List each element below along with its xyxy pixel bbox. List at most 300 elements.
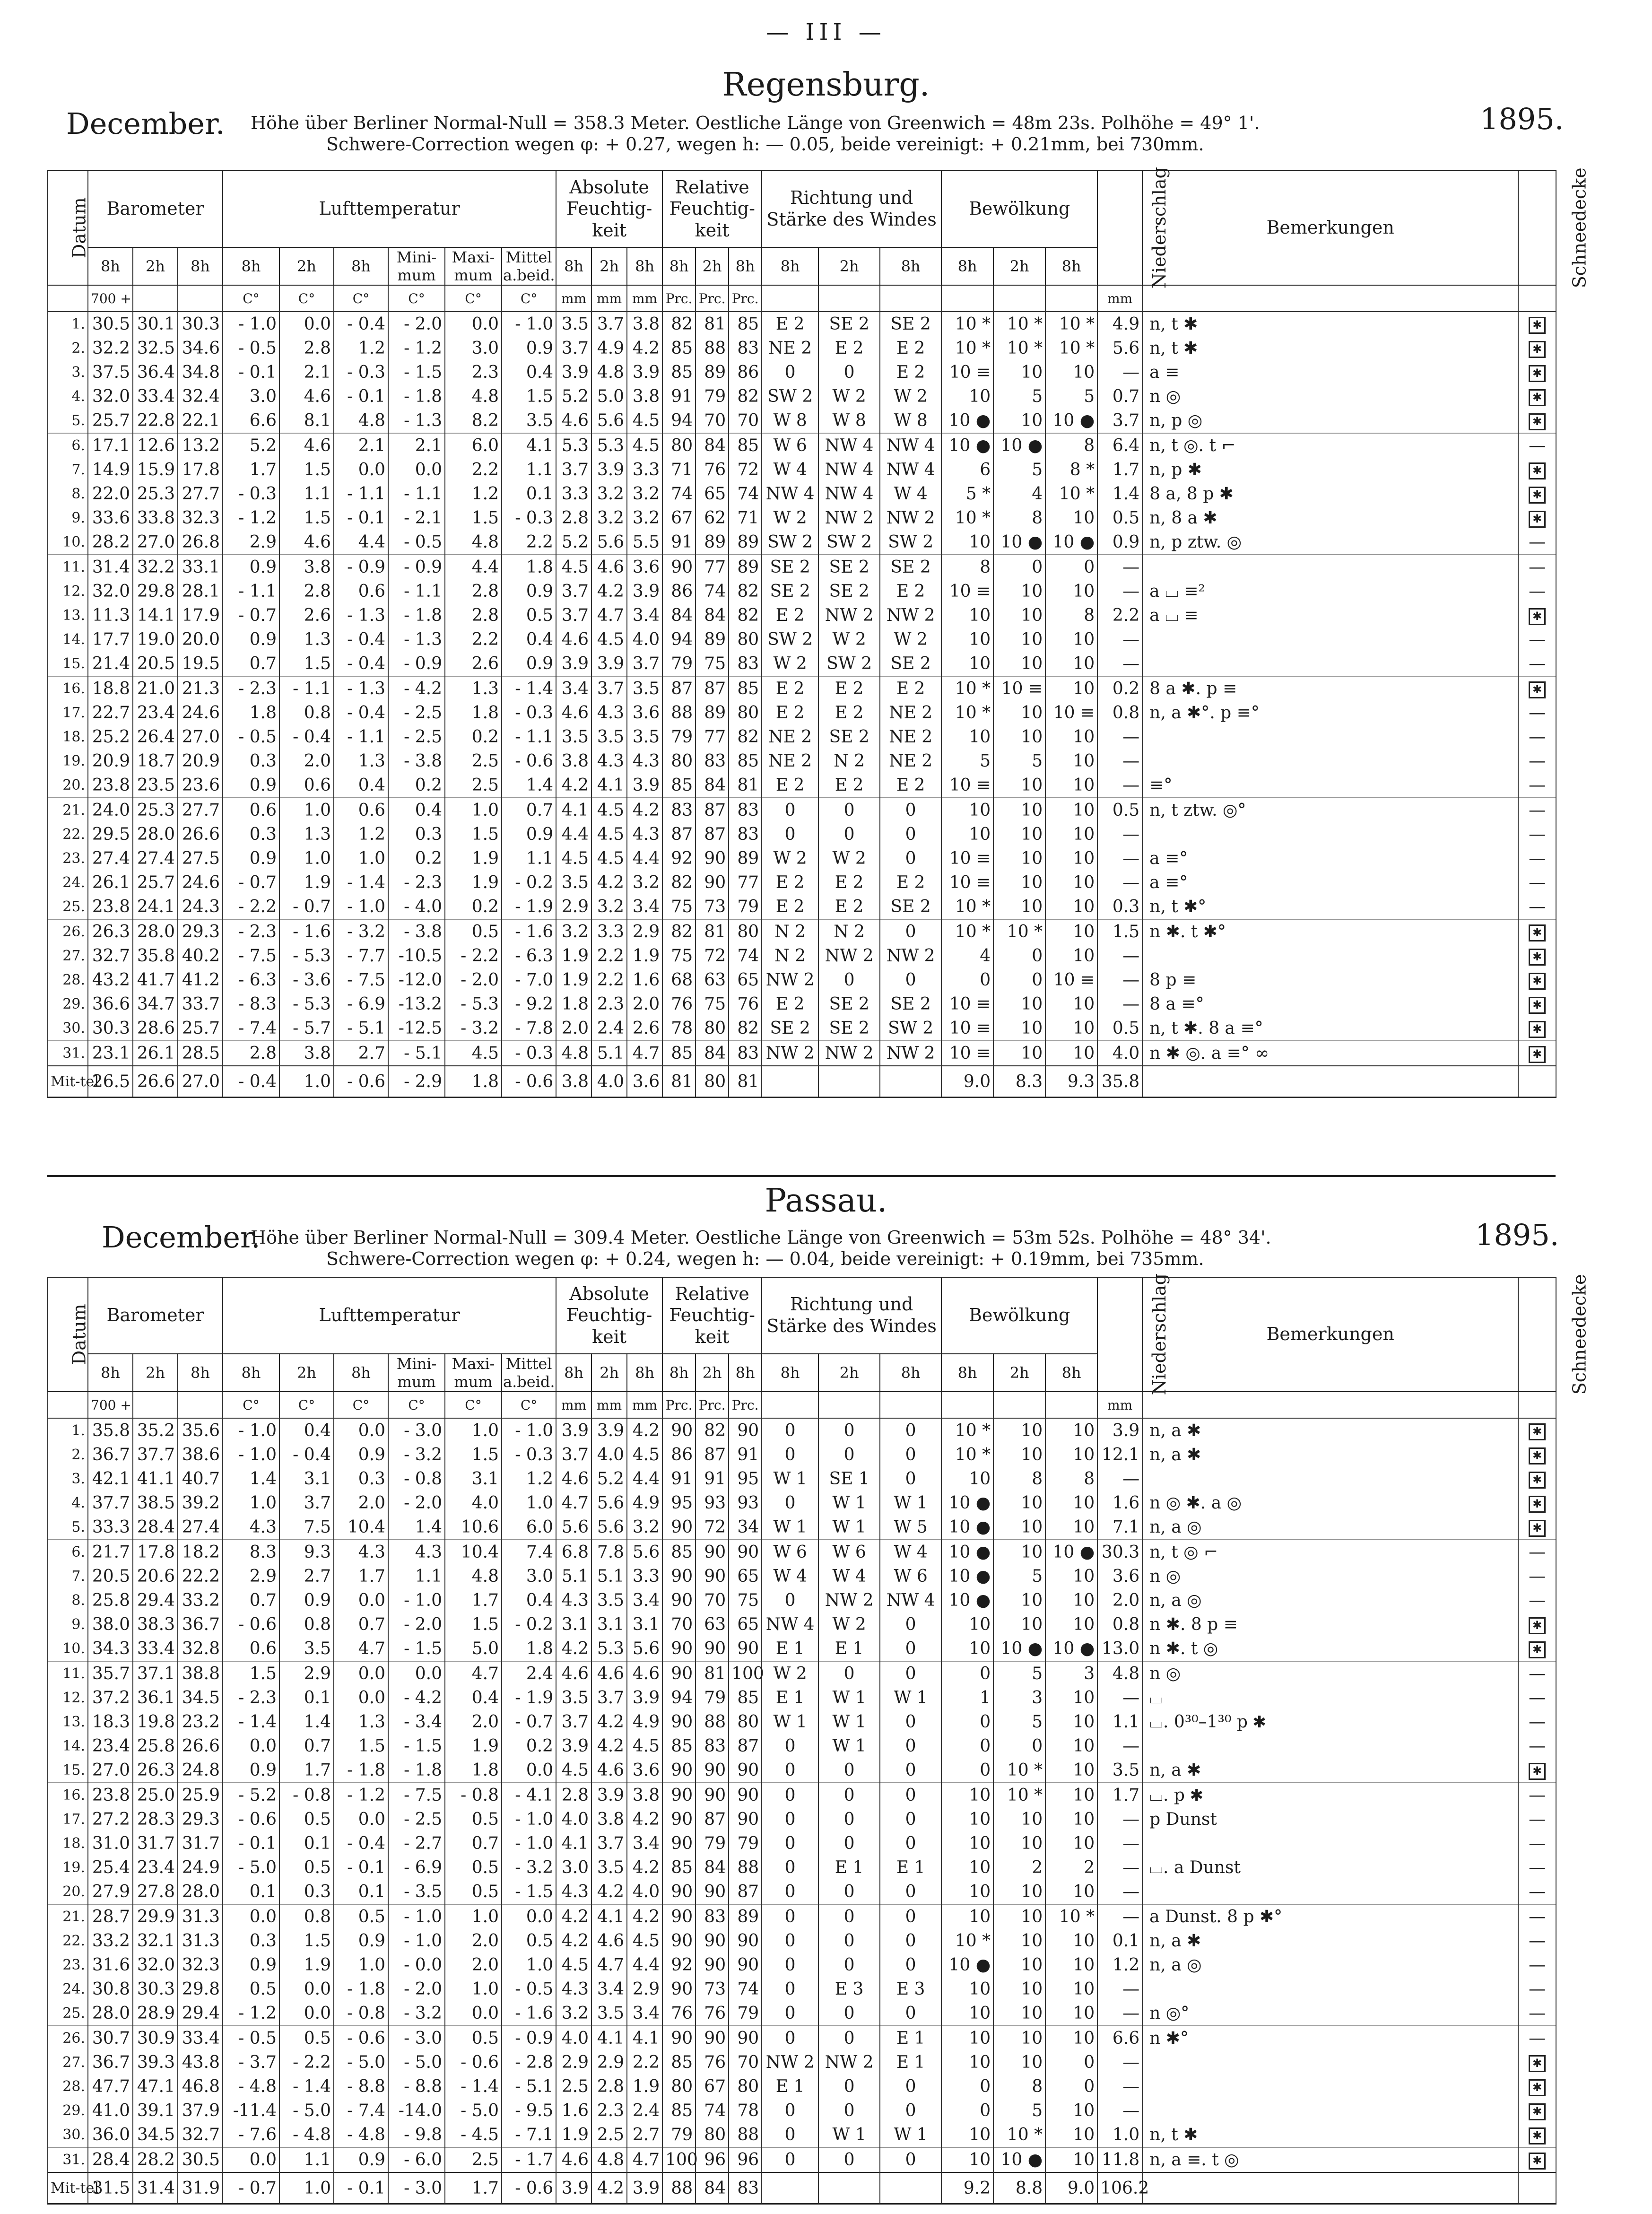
table-cell: 4.2: [591, 1710, 627, 1734]
table-cell: 4.5: [627, 1443, 662, 1467]
table-cell: 35.2: [133, 1418, 178, 1443]
table-cell: 86: [662, 579, 696, 603]
table-cell: 2.9: [627, 919, 662, 944]
table-cell: 10: [1045, 992, 1097, 1016]
table-cell: 15.9: [133, 458, 178, 482]
table-cell: 4.6: [591, 1661, 627, 1686]
table-cell: 2.5: [445, 749, 502, 773]
table-cell: 19.8: [133, 1710, 178, 1734]
table-cell: - 5.0: [388, 2050, 445, 2075]
table-cell: 72: [696, 1515, 729, 1540]
table-cell: 4.2: [591, 871, 627, 895]
table-cell: ⌴. a Dunst: [1142, 1856, 1518, 1880]
table-cell: 3.7: [556, 458, 591, 482]
table-cell: 0: [1045, 2050, 1097, 2075]
table-cell: N 2: [818, 919, 880, 944]
table-cell: 0: [880, 1783, 941, 1807]
table-cell: 1.1: [1097, 1710, 1142, 1734]
table-cell: 5.0: [445, 1637, 502, 1661]
table-cell: 4.2: [627, 1418, 662, 1443]
table-cell: W 4: [762, 1564, 818, 1588]
table-cell: n, a ✱: [1142, 1758, 1518, 1783]
table-cell: - 0.4: [334, 1831, 388, 1856]
table-cell: —: [1097, 1686, 1142, 1710]
table-cell: 5: [941, 749, 993, 773]
table-cell: —: [1097, 579, 1142, 603]
table-cell: n, t ◎. t ⌐: [1142, 433, 1518, 458]
table-cell: 10: [1045, 1041, 1097, 1066]
table-cell: 83: [696, 1904, 729, 1929]
table-cell: E 2: [762, 773, 818, 798]
table-cell: 3.5: [591, 1588, 627, 1613]
table-cell: 1.9: [556, 944, 591, 968]
table-cell: 6.6: [1097, 2026, 1142, 2050]
table-cell: 32.0: [88, 579, 133, 603]
table-cell: 79: [662, 725, 696, 749]
table-cell: 10 ●: [1045, 530, 1097, 555]
table-cell: 73: [696, 895, 729, 919]
table-cell: 90: [696, 846, 729, 871]
table-cell: 85: [662, 360, 696, 384]
table-cell: 90: [696, 1637, 729, 1661]
table-cell: 14.: [48, 628, 88, 652]
table-row: [48, 1041, 1556, 1066]
subheader-h8b: 8h: [334, 1354, 388, 1392]
table-cell: 4.1: [591, 2026, 627, 2050]
table-cell: 1.9: [556, 2123, 591, 2147]
table-cell: 3.5: [627, 676, 662, 701]
table-cell: 26.6: [178, 1734, 223, 1758]
table-cell: 23.: [48, 846, 88, 871]
table-cell: 28.2: [133, 2147, 178, 2172]
header-lufttemperatur: Lufttemperatur: [223, 171, 556, 247]
mittel-cell: [1142, 1066, 1518, 1098]
unit-cell: C°: [223, 285, 279, 312]
table-cell: 1.9: [445, 871, 502, 895]
table-cell: 10: [941, 725, 993, 749]
table-cell: 0: [880, 1661, 941, 1686]
table-cell: 17.7: [88, 628, 133, 652]
table-cell: 79: [729, 895, 762, 919]
table-cell: 90: [662, 1710, 696, 1734]
table-cell: 4.3: [556, 1880, 591, 1904]
table-cell: 4.4: [627, 1953, 662, 1977]
table-cell: - 0.6: [223, 1613, 279, 1637]
table-cell: 10: [941, 2001, 993, 2026]
table-cell: E 2: [818, 336, 880, 360]
table-cell: 13.: [48, 603, 88, 628]
table-cell: E 2: [818, 773, 880, 798]
table-cell: 1.6: [556, 2099, 591, 2123]
table-cell: —: [1518, 652, 1556, 676]
table-cell: - 4.8: [223, 2075, 279, 2099]
table-cell: 42.1: [88, 1467, 133, 1491]
table-cell: 23.4: [133, 701, 178, 725]
table-cell: 0: [762, 1418, 818, 1443]
table-cell: E 3: [880, 1977, 941, 2001]
table-cell: 32.5: [133, 336, 178, 360]
table-cell: W 1: [880, 1686, 941, 1710]
table-cell: - 9.8: [388, 2123, 445, 2147]
table-cell: SE 1: [818, 1467, 880, 1491]
table-cell: 3.9: [627, 360, 662, 384]
table-cell: NW 2: [762, 1041, 818, 1066]
table-cell: 20.: [48, 1880, 88, 1904]
snow-cover-icon: ✱: [1529, 1496, 1546, 1513]
table-cell: —: [1518, 2026, 1556, 2050]
table-cell: W 2: [818, 384, 880, 409]
table-cell: 87: [696, 1807, 729, 1831]
table-cell: 4.3: [591, 749, 627, 773]
table-cell: 3.2: [627, 1515, 662, 1540]
table-cell: 38.8: [178, 1661, 223, 1686]
table-cell: 32.4: [178, 384, 223, 409]
table-cell: 34.3: [88, 1637, 133, 1661]
table-cell: 31.4: [88, 555, 133, 579]
table-cell: - 7.0: [502, 968, 556, 992]
table-cell: 0: [762, 2147, 818, 2172]
table-cell: 27.4: [133, 846, 178, 871]
table-cell: 10: [1045, 1515, 1097, 1540]
table-cell: 4.8: [591, 360, 627, 384]
table-cell: 10: [1045, 676, 1097, 701]
table-cell: 65: [696, 482, 729, 506]
table-cell: 25.8: [133, 1734, 178, 1758]
table-cell: 43.2: [88, 968, 133, 992]
table-cell: 31.: [48, 2147, 88, 2172]
table-cell: 22.8: [133, 409, 178, 433]
table-cell: 27.4: [178, 1515, 223, 1540]
table-cell: 4.0: [627, 628, 662, 652]
table-cell: 10: [1045, 1977, 1097, 2001]
header-schneedecke: [1518, 167, 1590, 288]
table-cell: 41.0: [88, 2099, 133, 2123]
subheader-h2: 2h: [591, 1354, 627, 1392]
table-cell: 0: [880, 1637, 941, 1661]
table-cell: 18.7: [133, 749, 178, 773]
table-cell: - 5.1: [334, 1016, 388, 1041]
table-cell: 85: [662, 336, 696, 360]
subheader-h8b: 8h: [1045, 247, 1097, 285]
table-cell: [1518, 360, 1556, 384]
table-cell: 4.2: [556, 1904, 591, 1929]
table-cell: 25.4: [88, 1856, 133, 1880]
table-cell: n ✱. t ✱°: [1142, 919, 1518, 944]
table-cell: - 0.1: [334, 1856, 388, 1880]
table-cell: E 2: [762, 603, 818, 628]
table-cell: 10 ●: [941, 433, 993, 458]
table-cell: 10 ≡: [993, 676, 1045, 701]
table-cell: 0.3: [1097, 895, 1142, 919]
table-cell: 4.5: [556, 846, 591, 871]
table-cell: 3.6: [1097, 1564, 1142, 1588]
subheader-h2: 2h: [818, 247, 880, 285]
table-cell: - 7.5: [223, 944, 279, 968]
table-cell: 0.0: [279, 1977, 334, 2001]
unit-cell: C°: [334, 1392, 388, 1418]
table-cell: 10: [1045, 749, 1097, 773]
table-cell: 2.9: [223, 530, 279, 555]
table-cell: E 2: [762, 312, 818, 336]
table-cell: 3.3: [627, 1564, 662, 1588]
table-cell: 34.6: [178, 336, 223, 360]
table-cell: [1518, 1491, 1556, 1515]
table-cell: 100: [662, 2147, 696, 2172]
table-cell: 90: [662, 2026, 696, 2050]
table-cell: 4.1: [502, 433, 556, 458]
table-cell: 10: [993, 360, 1045, 384]
table-cell: 10: [1045, 2123, 1097, 2147]
table-cell: 23.8: [88, 773, 133, 798]
table-cell: 3.5: [1097, 1758, 1142, 1783]
table-cell: 90: [729, 1929, 762, 1953]
subheader-mittel: Mittel a.beid.: [502, 1354, 556, 1392]
table-cell: SE 2: [818, 725, 880, 749]
table-cell: 24.0: [88, 798, 133, 822]
table-cell: W 4: [762, 458, 818, 482]
table-row: [48, 1856, 1556, 1880]
table-cell: 19.0: [133, 628, 178, 652]
table-cell: 3.0: [445, 336, 502, 360]
table-cell: 2.5: [591, 2123, 627, 2147]
table-cell: E 1: [880, 1856, 941, 1880]
table-cell: 10: [1045, 2099, 1097, 2123]
table-cell: 10: [993, 822, 1045, 846]
table-cell: ⌴: [1142, 1686, 1518, 1710]
table-cell: [1518, 506, 1556, 530]
table-cell: 2.7: [279, 1564, 334, 1588]
table-cell: 11.3: [88, 603, 133, 628]
mittel-cell: 80: [696, 1066, 729, 1098]
table-cell: 0: [880, 2099, 941, 2123]
table-cell: 10: [941, 603, 993, 628]
table-cell: —: [1518, 2001, 1556, 2026]
table-cell: 65: [729, 968, 762, 992]
table-cell: 5.6: [627, 1637, 662, 1661]
table-cell: 93: [729, 1491, 762, 1515]
table-cell: 30.3: [178, 312, 223, 336]
table-cell: 4.7: [627, 2147, 662, 2172]
table-cell: 23.: [48, 1953, 88, 1977]
table-cell: 90: [696, 1758, 729, 1783]
table-cell: 10: [1045, 1880, 1097, 1904]
table-cell: 65: [729, 1613, 762, 1637]
table-cell: 28.9: [133, 2001, 178, 2026]
unit-cell: [941, 285, 993, 312]
table-row: [48, 1783, 1556, 1807]
table-cell: 32.3: [178, 1953, 223, 1977]
subheader-h8: 8h: [223, 1354, 279, 1392]
table-cell: 20.0: [178, 628, 223, 652]
table-cell: 1.0: [445, 1904, 502, 1929]
table-cell: —: [1518, 1856, 1556, 1880]
table-cell: 26.8: [178, 530, 223, 555]
table-cell: 1.9: [556, 968, 591, 992]
table-cell: 8.: [48, 482, 88, 506]
table-cell: 5.3: [591, 433, 627, 458]
table-cell: 16.: [48, 1783, 88, 1807]
table-cell: 82: [729, 1016, 762, 1041]
table-cell: 30.3: [1097, 1540, 1142, 1564]
snow-cover-icon: ✱: [1529, 341, 1546, 358]
table-cell: 22.: [48, 822, 88, 846]
table-cell: 0.2: [1097, 676, 1142, 701]
table-cell: 10: [941, 1977, 993, 2001]
table-cell: —: [1518, 579, 1556, 603]
table-cell: 10 *: [941, 676, 993, 701]
mittel-cell: [762, 2172, 818, 2204]
table-cell: 17.: [48, 1807, 88, 1831]
table-cell: —: [1518, 555, 1556, 579]
table-cell: 28.: [48, 2075, 88, 2099]
table-cell: - 5.3: [279, 944, 334, 968]
table-cell: 0.0: [445, 2001, 502, 2026]
table-cell: NW 4: [818, 433, 880, 458]
subheader-minimum: Mini-mum: [388, 1354, 445, 1392]
table-cell: 1.5: [445, 1613, 502, 1637]
table-row: [48, 968, 1556, 992]
table-cell: 2.0: [279, 749, 334, 773]
table-cell: 5.1: [591, 1041, 627, 1066]
table-cell: 23.4: [88, 1734, 133, 1758]
table-cell: 4.6: [556, 1467, 591, 1491]
table-cell: 2.2: [445, 628, 502, 652]
table-cell: 10 *: [993, 336, 1045, 360]
table-cell: 0.5: [223, 1977, 279, 2001]
table-cell: 10 *: [993, 919, 1045, 944]
table-cell: 1.0: [223, 1491, 279, 1515]
mittel-cell: [1518, 2172, 1556, 2204]
table-cell: 3.5: [502, 409, 556, 433]
table-cell: 24.: [48, 871, 88, 895]
table-cell: NW 4: [880, 458, 941, 482]
table-cell: - 0.3: [502, 506, 556, 530]
table-cell: 2.4: [502, 1661, 556, 1686]
table-cell: E 2: [762, 701, 818, 725]
table-cell: W 2: [818, 628, 880, 652]
table-cell: 10 *: [941, 895, 993, 919]
table-row: [48, 555, 1556, 579]
table-cell: 21.0: [133, 676, 178, 701]
table-cell: W 2: [880, 384, 941, 409]
table-cell: 3.1: [556, 1613, 591, 1637]
table-cell: 19.5: [178, 652, 223, 676]
table-cell: 0.0: [279, 2001, 334, 2026]
table-cell: 0: [993, 968, 1045, 992]
table-cell: 10 ●: [941, 1515, 993, 1540]
table-cell: 10: [1045, 628, 1097, 652]
table-cell: 0.3: [334, 1467, 388, 1491]
unit-cell: Prc.: [729, 285, 762, 312]
observation-table: [47, 1273, 1590, 2205]
table-cell: 72: [696, 944, 729, 968]
table-row: [48, 1686, 1556, 1710]
table-cell: - 4.1: [502, 1783, 556, 1807]
table-cell: 12.: [48, 579, 88, 603]
table-cell: [1518, 1467, 1556, 1491]
table-cell: 2.7: [627, 2123, 662, 2147]
table-cell: 0: [762, 1856, 818, 1880]
snow-cover-icon: ✱: [1529, 1520, 1546, 1537]
table-cell: E 2: [762, 992, 818, 1016]
table-cell: 4.1: [591, 1904, 627, 1929]
table-cell: 1.8: [445, 1758, 502, 1783]
mittel-cell: 84: [696, 2172, 729, 2204]
table-cell: 90: [729, 1418, 762, 1443]
table-cell: 1.5: [223, 1661, 279, 1686]
table-cell: 96: [729, 2147, 762, 2172]
table-row: [48, 2147, 1556, 2172]
table-cell: —: [1518, 433, 1556, 458]
table-cell: 3.2: [627, 506, 662, 530]
table-cell: 29.3: [178, 1807, 223, 1831]
table-cell: - 9.2: [502, 992, 556, 1016]
table-cell: 25.7: [88, 409, 133, 433]
table-cell: 90: [662, 1758, 696, 1783]
table-cell: - 1.8: [334, 1758, 388, 1783]
table-cell: 4.3: [556, 1588, 591, 1613]
table-cell: 8.1: [279, 409, 334, 433]
table-cell: 0.6: [223, 798, 279, 822]
table-cell: [1518, 1016, 1556, 1041]
table-cell: 34.5: [178, 1686, 223, 1710]
table-cell: 79: [696, 384, 729, 409]
table-cell: 0: [762, 1783, 818, 1807]
table-cell: 10: [1045, 1783, 1097, 1807]
table-cell: [1518, 1637, 1556, 1661]
table-cell: - 5.0: [445, 2099, 502, 2123]
table-cell: a ≡°: [1142, 871, 1518, 895]
table-cell: 6.0: [445, 433, 502, 458]
table-cell: 10 ≡: [941, 1016, 993, 1041]
table-cell: 3.2: [591, 482, 627, 506]
table-cell: 10: [993, 1807, 1045, 1831]
table-cell: 0: [993, 555, 1045, 579]
table-cell: 3.4: [627, 603, 662, 628]
table-cell: - 0.9: [334, 555, 388, 579]
table-cell: 46.8: [178, 2075, 223, 2099]
table-row: [48, 992, 1556, 1016]
table-cell: 5.6: [627, 1540, 662, 1564]
table-cell: 8: [993, 506, 1045, 530]
table-cell: 0: [762, 1880, 818, 1904]
table-cell: 76: [662, 992, 696, 1016]
table-cell: —: [1097, 2001, 1142, 2026]
table-cell: 0.5: [279, 1856, 334, 1880]
snow-cover-icon: ✱: [1529, 1472, 1546, 1489]
station-info-line2: Schwere-Correction wegen φ: + 0.27, wegen h: — 0.05, beide vereinigt: + 0.21mm, bei 730mm.: [326, 134, 1204, 155]
table-cell: 1.0: [279, 846, 334, 871]
subheader-h2: 2h: [279, 247, 334, 285]
table-cell: 3.5: [556, 1686, 591, 1710]
table-cell: 10: [941, 1831, 993, 1856]
table-cell: 33.4: [133, 384, 178, 409]
unit-cell: [48, 285, 88, 312]
table-cell: 4.5: [627, 433, 662, 458]
table-cell: 4.5: [591, 822, 627, 846]
table-cell: 3.8: [279, 555, 334, 579]
table-cell: 0: [762, 1734, 818, 1758]
table-cell: 84: [696, 1856, 729, 1880]
table-cell: —: [1518, 1588, 1556, 1613]
table-cell: 4.: [48, 1491, 88, 1515]
table-cell: 10: [1045, 506, 1097, 530]
table-cell: 91: [662, 530, 696, 555]
table-cell: 87: [696, 822, 729, 846]
snow-cover-icon: ✱: [1529, 997, 1546, 1014]
table-cell: 82: [729, 384, 762, 409]
table-cell: 20.: [48, 773, 88, 798]
